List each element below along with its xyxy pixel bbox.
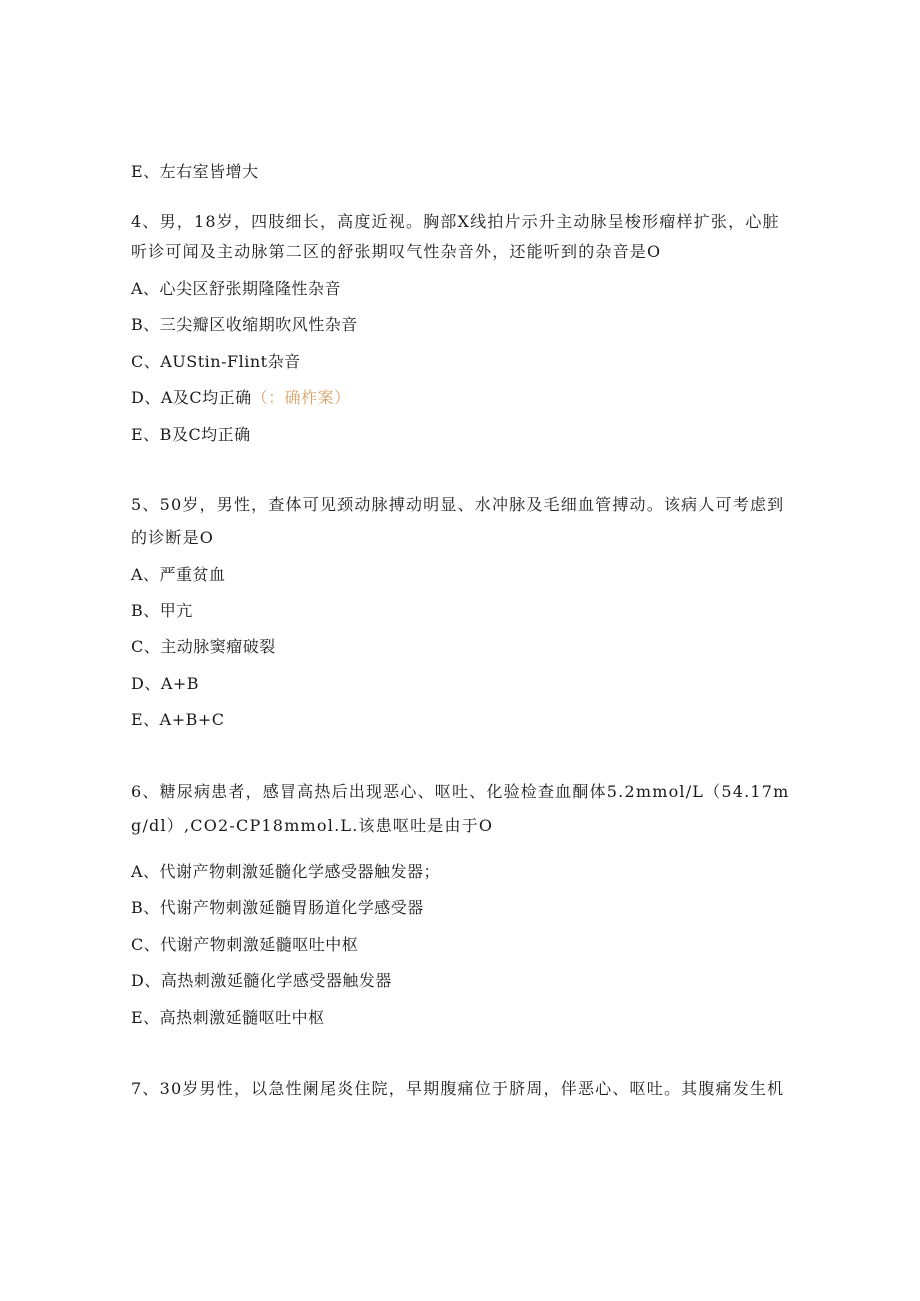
question-4-option-b: B、三尖瓣区收缩期吹风性杂音: [131, 315, 358, 334]
question-6-stem-line-1: 6、糖尿病患者，感冒高热后出现恶心、呕吐、化验检查血酮体5.2mmol/L（54.17m: [131, 782, 790, 801]
question-6-option-b: B、代谢产物刺激延髓胃肠道化学感受器: [131, 898, 424, 917]
question-6-option-e: E、高热刺激延髓呕吐中枢: [131, 1008, 325, 1027]
question-6-option-a: A、代谢产物刺激延髓化学感受器触发器；: [131, 862, 441, 881]
question-4-option-d-text: D、A及C均正确: [131, 388, 252, 407]
question-5-option-a: A、严重贫血: [131, 565, 226, 584]
question-5-stem-line-2: 的诊断是O: [131, 528, 215, 547]
question-4-option-e: E、B及C均正确: [131, 425, 251, 444]
question-5-option-c: C、主动脉窦瘤破裂: [131, 637, 276, 656]
question-6-option-c: C、代谢产物刺激延髓呕吐中枢: [131, 935, 359, 954]
question-5-option-b: B、甲亢: [131, 601, 193, 620]
question-7-stem-line-1: 7、30岁男性，以急性阑尾炎住院，早期腹痛位于脐周，伴恶心、呕吐。其腹痛发生机: [131, 1079, 785, 1098]
question-4-option-c: C、AUStin-Flint杂音: [131, 352, 301, 371]
question-5-option-d: D、A+B: [131, 674, 200, 693]
question-5-stem-line-1: 5、50岁，男性，查体可见颈动脉搏动明显、水冲脉及毛细血管搏动。该病人可考虑到: [131, 495, 785, 514]
question-4-option-a: A、心尖区舒张期隆隆性杂音: [131, 279, 342, 298]
question-4-stem-line-1: 4、男，18岁，四肢细长，高度近视。胸部X线拍片示升主动脉呈梭形瘤样扩张，心脏: [131, 212, 780, 231]
question-4-stem-line-2: 听诊可闻及主动脉第二区的舒张期叹气性杂音外，还能听到的杂音是O: [131, 242, 662, 261]
question-6-stem-line-2: g/dl）,CO2-CP18mmol.L.该患呕吐是由于O: [131, 816, 494, 835]
question-6-option-d: D、高热刺激延髓化学感受器触发器: [131, 971, 392, 990]
option-e-prev: E、左右室皆增大: [131, 162, 259, 181]
question-4-option-d: [131, 388, 351, 408]
question-5-option-e: E、A+B+C: [131, 710, 225, 729]
answer-hint: （：确柞案）: [251, 388, 351, 407]
